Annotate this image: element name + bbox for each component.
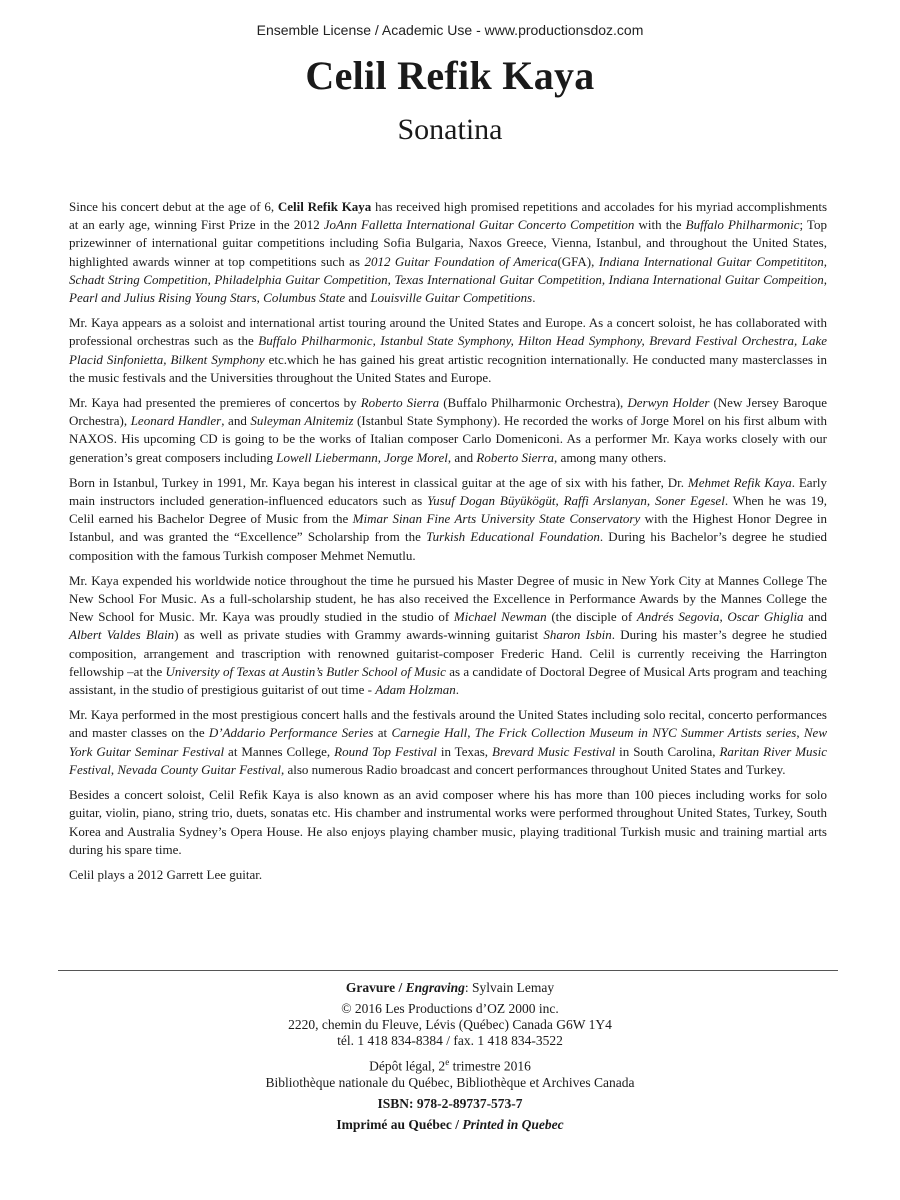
address-line: 2220, chemin du Fleuve, Lévis (Québec) Canada G6W 1Y4 — [288, 1017, 612, 1032]
isbn-line: ISBN: 978-2-89737-573-7 — [377, 1095, 523, 1111]
bio-paragraph-2: Mr. Kaya appears as a soloist and international artist touring around the United States and Europe. As a concert soloist, he has collaborated with professional orchestras such as the Buffalo Philharmonic, Istanbul State Symphony, Hilton Head Symphony, Brevard Festival Orchestra, Lake Placid Sinfonietta, Bilkent Symphony etc.which he has gained his great artistic recognition internationally. He conducted many masterclasses in the music festivals and the Universities throughout the United States and Europe. — [69, 315, 828, 385]
license-notice: Ensemble License / Academic Use - www.productionsdoz.com — [256, 22, 644, 38]
deposit-line: Dépôt légal, 2e trimestre 2016 — [369, 1057, 531, 1074]
biography — [69, 198, 827, 891]
bio-paragraph-7: Besides a concert soloist, Celil Refik Kaya is also known as an avid composer where his has more than 100 pieces including works for solo guitar, violin, piano, string trio, duets, sonatas etc. His chamber and instrumental works were performed throughout United States, Turkey, South Korea and Australia Sydney’s Opera House. He also enjoys playing chamber music, playing traditional Turkish music and training martial arts during his spare time. — [69, 787, 827, 857]
phone-line: tél. 1 418 834-8384 / fax. 1 418 834-3522 — [337, 1033, 563, 1048]
legal-deposit — [0, 1054, 900, 1091]
printed-line: Imprimé au Québec / Printed in Quebec — [336, 1116, 564, 1132]
bio-paragraph-5: Mr. Kaya expended his worldwide notice throughout the time he pursued his Master Degree of music in New York City at Mannes College The New School For Music. As a full-scholarship student, he has also received the Excellence in Performance Awards by the Mannes College the New School for Music. Mr. Kaya was proudly studied in the studio of Michael Newman (the disciple of Andrés Segovia, Oscar Ghiglia and Albert Valdes Blain) as well as private studies with Grammy awards-winning guitarist Sharon Isbin. During his master’s degree he studied composition, arrangement and trascription with renowned guitarist-composer Frederic Hand. Celil is currently receiving the Harrington fellowship –at the University of Texas at Austin’s Butler School of Music as a candidate of Doctoral Degree of Musical Arts program and teaching assistant, in the studio of prestigious guitarist of out time - Adam Holzman. — [69, 572, 827, 698]
publisher-info — [0, 1001, 900, 1049]
engraving-credit: Gravure / Engraving: Sylvain Lemay — [345, 980, 555, 995]
composer-name: Celil Refik Kaya — [305, 53, 595, 98]
divider-rule — [58, 970, 838, 971]
bio-paragraph-3: Mr. Kaya had presented the premieres of concertos by Roberto Sierra (Buffalo Philharmonic Orchestra), Derwyn Holder (New Jersey Baroque Orchestra), Leonard Handler, and Suleyman Alnitemiz (Istanbul State Symphony). He recorded the works of Jorge Morel on his first album with NAXOS. His upcoming CD is going to be the works of Italian composer Carlo Domeniconi. As a performer Mr. Kaya works closely with our generation’s great composers including Lowell Liebermann, Jorge Morel, and Roberto Sierra, among many others. — [69, 395, 827, 465]
bio-paragraph-8: Celil plays a 2012 Garrett Lee guitar. — [69, 866, 263, 882]
copyright-line: © 2016 Les Productions d’OZ 2000 inc. — [341, 1001, 559, 1016]
bio-paragraph-6: Mr. Kaya performed in the most prestigious concert halls and the festivals around the United States including solo recital, concerto performances and master classes on the D’Addario Performance Series at Carnegie Hall, The Frick Collection Museum in NYC Summer Artists series, New York Guitar Seminar Festival at Mannes College, Round Top Festival in Texas, Brevard Music Festival in South Carolina, Raritan River Music Festival, Nevada County Guitar Festival, also numerous Radio broadcast and concert performances throughout United States and Turkey. — [69, 707, 828, 777]
colophon — [0, 980, 900, 1138]
bio-paragraph-1: Since his concert debut at the age of 6, Celil Refik Kaya has received high promised repetitions and accolades for his myriad accomplishments at an early age, winning First Prize in the 2012 JoAnn Falletta International Guitar Concerto Competition with the Buffalo Philharmonic; Top prizewinner of international guitar competitions including Sofia Bulgaria, Naxos Greece, Vienna, Istanbul, and throughout the United States, highlighted awards winner at top competitions such as 2012 Guitar Foundation of America(GFA), Indiana International Guitar Competititon, Schadt String Competition, Philadelphia Guitar Competition, Texas International Guitar Competition, Indiana International Guitar Compeition, Pearl and Julius Rising Young Stars, Columbus State and Louisville Guitar Competitions. — [69, 199, 828, 306]
bio-paragraph-4: Born in Istanbul, Turkey in 1991, Mr. Kaya began his interest in classical guitar at the age of six with his father, Dr. Mehmet Refik Kaya. Early main instructors included generation-influenced educators such as Yusuf Dogan Büyükögüt, Raffi Arslanyan, Soner Egesel. When he was 19, Celil earned his Bachelor Degree of Music from the Mimar Sinan Fine Arts University State Conservatory with the Highest Honor Degree in Istanbul, and was granted the “Excellence” Scholarship from the Turkish Educational Foundation. During his Bachelor’s degree he studied composition with the famous Turkish composer Mehmet Nemutlu. — [69, 474, 828, 563]
library-line: Bibliothèque nationale du Québec, Bibliothèque et Archives Canada — [265, 1074, 635, 1090]
piece-title: Sonatina — [397, 113, 503, 146]
